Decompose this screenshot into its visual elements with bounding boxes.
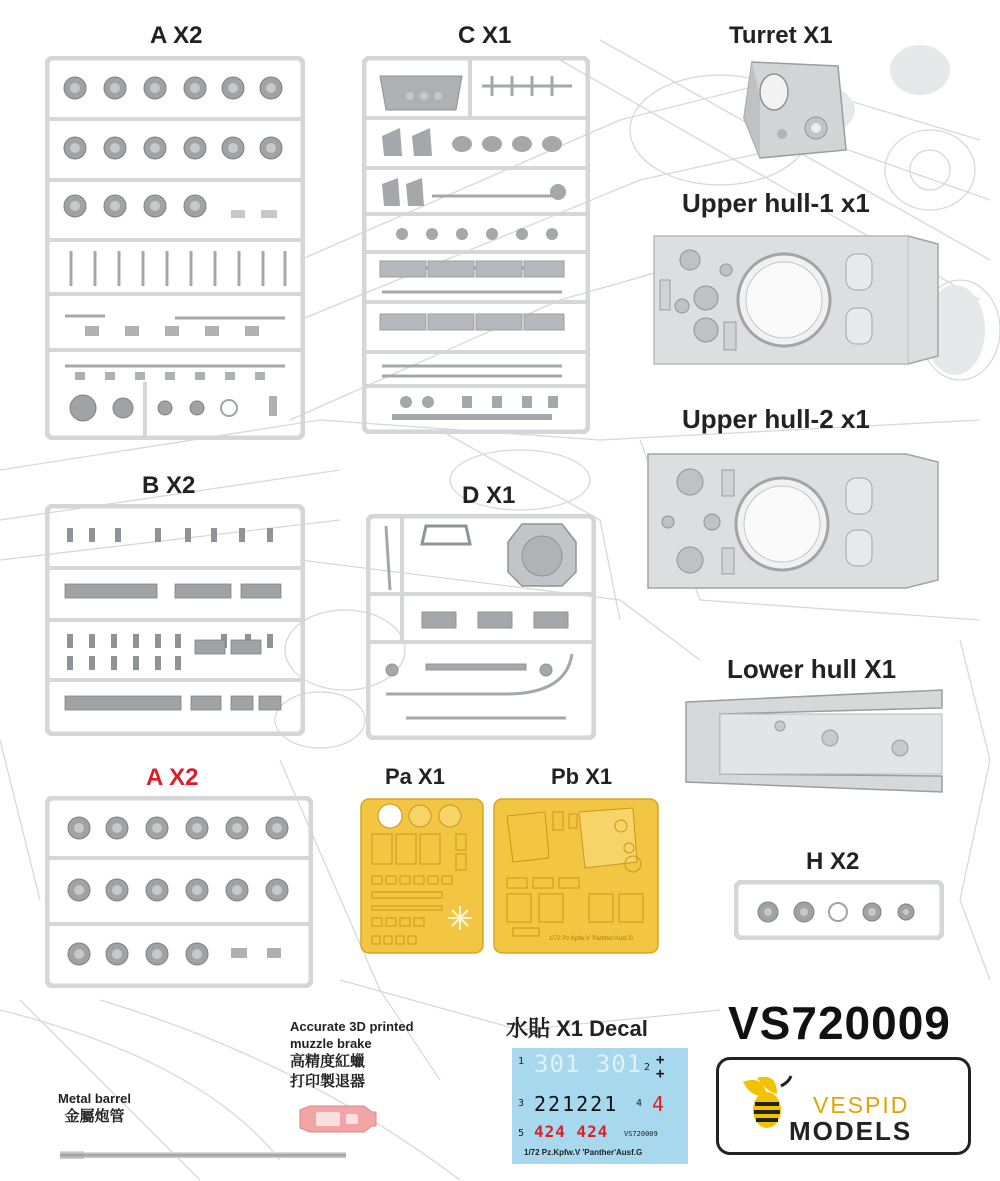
photo-etch-pa (360, 798, 484, 954)
metal-barrel-zh: 金屬炮管 (64, 1108, 125, 1125)
sprue-a-extra-label: A X2 (146, 764, 199, 791)
decal-mark-4: 4 (636, 1098, 643, 1109)
photo-etch-pa-label: Pa X1 (385, 764, 445, 789)
decal-mark-3: 3 (518, 1098, 525, 1109)
decal-plus-2: + (656, 1066, 665, 1082)
decal-plus-1: + (656, 1052, 665, 1068)
sprue-b-label: B X2 (142, 472, 196, 499)
lower-hull-part (680, 686, 948, 801)
product-code: VS720009 (728, 997, 951, 1049)
decal-mark-2: 2 (644, 1062, 651, 1073)
muzzle-brake-note (290, 1018, 414, 1092)
sprue-a-top (45, 56, 305, 440)
photo-etch-pb-caption: 1/72 Pz.Kpfw.V 'Panther'Ausf.G (549, 936, 634, 942)
muzzle-brake-line2: muzzle brake (290, 1036, 372, 1051)
photo-etch-pb-label: Pb X1 (551, 764, 613, 789)
muzzle-brake-line1: Accurate 3D printed (290, 1019, 414, 1034)
wasp-icon (737, 1074, 795, 1136)
metal-barrel-en: Metal barrel (58, 1091, 131, 1106)
decal-mark-5: 5 (518, 1128, 525, 1139)
vespid-models-logo (716, 1057, 971, 1155)
muzzle-brake-zh1: 高精度紅蠟 (290, 1053, 366, 1070)
decal-row-2b: 4 (652, 1092, 665, 1116)
decal-sheet (512, 1048, 688, 1164)
lower-hull-label: Lower hull X1 (727, 654, 897, 684)
muzzle-brake-part (298, 1104, 378, 1139)
photo-etch-pb (493, 798, 659, 954)
metal-barrel-part (58, 1148, 348, 1167)
turret-part (738, 58, 850, 167)
metal-barrel-note (58, 1090, 131, 1127)
turret-label: Turret X1 (729, 22, 833, 49)
sprue-c (362, 56, 590, 434)
decal-row-1: 301 301 (534, 1050, 643, 1078)
upper-hull-1-part (646, 226, 942, 377)
sprue-d-label: D X1 (462, 482, 516, 509)
decal-caption: 1/72 Pz.Kpfw.V 'Panther'Ausf.G (524, 1148, 643, 1157)
sprue-b (45, 504, 305, 736)
decal-code: VS720009 (624, 1130, 658, 1138)
decal-mark-1: 1 (518, 1056, 525, 1067)
sprue-c-label: C X1 (458, 22, 512, 49)
sprue-a-extra (45, 796, 313, 988)
decal-row-3: 424 424 (534, 1122, 609, 1141)
sprue-h-label: H X2 (806, 848, 860, 875)
logo-brand-2: MODELS (789, 1116, 913, 1146)
decal-title: 水貼 X1 Decal (506, 1016, 648, 1041)
upper-hull-2-label: Upper hull-2 x1 (682, 404, 870, 434)
muzzle-brake-zh2: 打印製退器 (290, 1073, 366, 1090)
logo-brand-1: VESPID (813, 1092, 910, 1118)
decal-row-2: 221221 (534, 1092, 619, 1116)
sprue-a-label: A X2 (150, 22, 203, 49)
upper-hull-2-part (640, 446, 942, 601)
sprue-h (734, 880, 944, 940)
sprue-d (366, 514, 596, 740)
upper-hull-1-label: Upper hull-1 x1 (682, 188, 870, 218)
